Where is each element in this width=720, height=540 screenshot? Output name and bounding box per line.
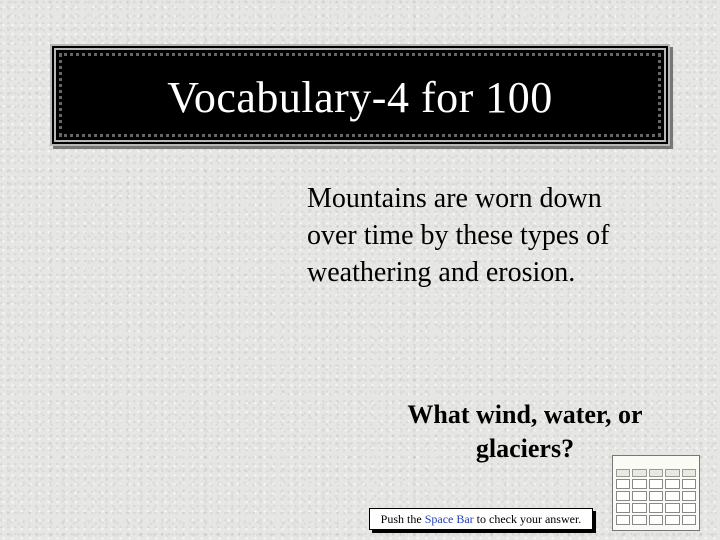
space-bar-key: Space Bar	[424, 512, 474, 526]
board-value-cell	[616, 515, 630, 525]
board-value-cell	[665, 479, 679, 489]
board-value-cell	[665, 515, 679, 525]
slide-title: Vocabulary-4 for 100	[167, 73, 553, 122]
title-banner	[50, 44, 670, 146]
board-value-cell	[632, 503, 646, 513]
board-value-cell	[616, 491, 630, 501]
board-value-cell	[649, 515, 663, 525]
question-text: Mountains are worn down over time by these types of weathering and erosion.	[307, 183, 610, 288]
board-value-cell	[649, 503, 663, 513]
board-thumbnail-header	[616, 459, 696, 467]
board-value-cell	[682, 479, 696, 489]
board-category-cell	[682, 469, 696, 477]
board-value-cell	[632, 515, 646, 525]
board-value-cell	[682, 491, 696, 501]
board-value-cell	[665, 503, 679, 513]
board-value-cell	[649, 491, 663, 501]
board-category-cell	[649, 469, 663, 477]
board-category-cell	[632, 469, 646, 477]
space-bar-hint	[369, 508, 593, 530]
board-value-cell	[632, 491, 646, 501]
board-value-cell	[632, 479, 646, 489]
answer-text: What wind, water, or glaciers?	[407, 400, 643, 463]
board-category-cell	[616, 469, 630, 477]
hint-suffix: to check your answer.	[473, 512, 582, 526]
game-board-thumbnail-button[interactable]	[612, 455, 700, 531]
board-value-cell	[649, 479, 663, 489]
board-value-cell	[616, 503, 630, 513]
board-value-cell	[616, 479, 630, 489]
board-value-cell	[665, 491, 679, 501]
board-value-cell	[682, 515, 696, 525]
board-value-cell	[682, 503, 696, 513]
board-thumbnail-grid	[616, 469, 696, 525]
board-category-cell	[665, 469, 679, 477]
hint-prefix: Push the	[380, 512, 425, 526]
